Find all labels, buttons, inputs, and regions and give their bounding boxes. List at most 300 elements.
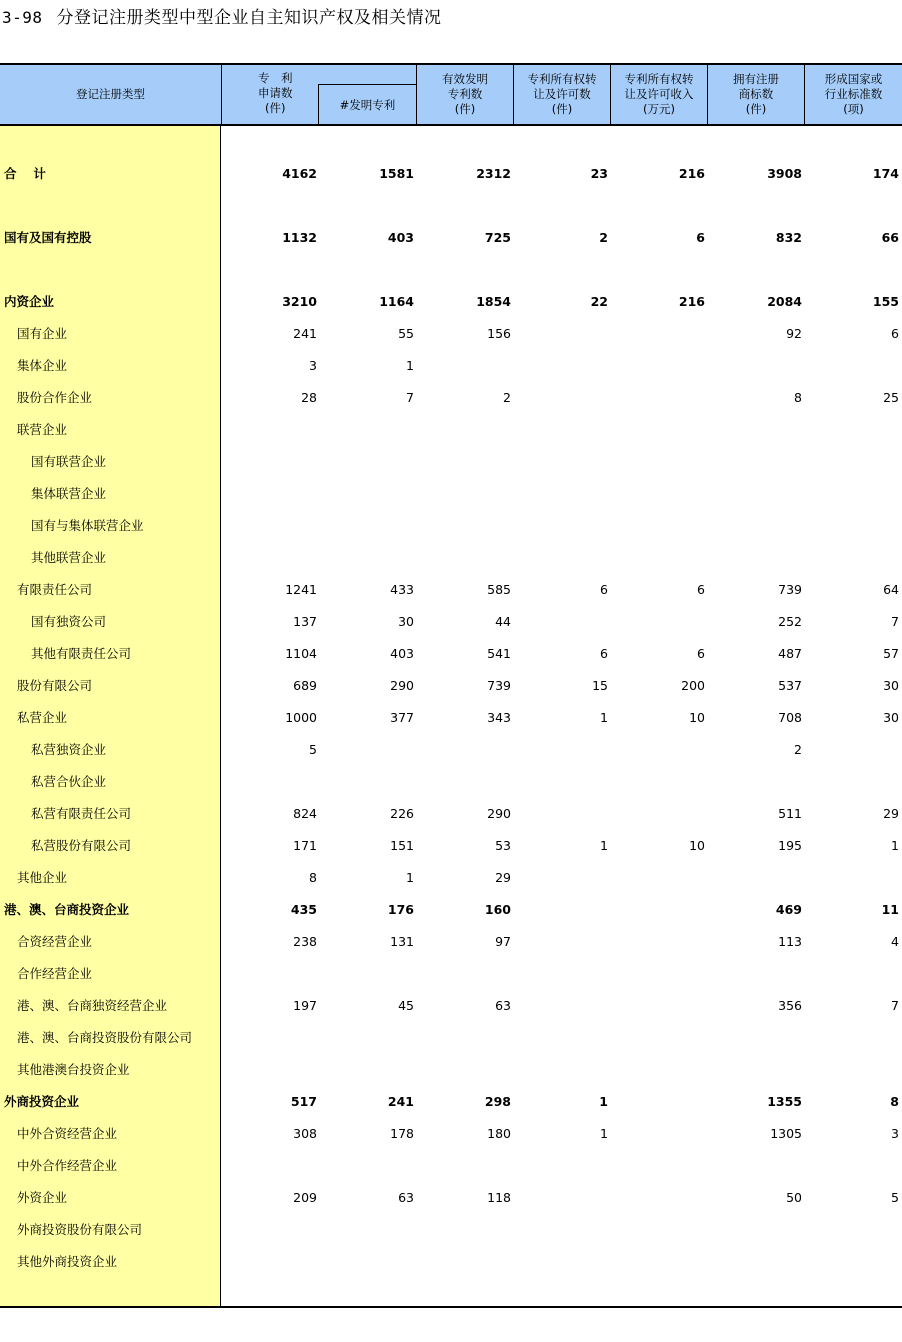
row-label: 联营企业 [17,422,68,437]
row-label: 港、澳、台商投资股份有限公司 [17,1030,193,1045]
row-value [615,804,705,824]
table-row [0,644,902,664]
header-trademarks: 拥有注册 商标数 (件) [707,65,804,124]
row-value [809,484,899,504]
row-value: 1 [600,1126,608,1141]
row-value [421,516,511,536]
row-value [809,772,899,792]
row-value [227,548,317,568]
row-value [518,452,608,472]
row-value [518,996,608,1016]
table-row [0,388,902,408]
table-row [0,580,902,600]
row-value [712,356,802,376]
row-value: 6 [600,646,608,661]
row-value [615,388,705,408]
row-value: 1104 [285,646,317,661]
row-value [324,1028,414,1048]
row-label: 外商投资股份有限公司 [17,1222,143,1237]
row-value [324,740,414,760]
row-value [809,420,899,440]
row-value [227,964,317,984]
row-value: 290 [390,678,414,693]
row-value [712,772,802,792]
row-value: 298 [484,1094,511,1109]
row-label: 其他企业 [17,870,68,885]
row-value: 689 [293,678,317,693]
row-value: 160 [484,902,511,917]
row-value: 5 [891,1190,899,1205]
table-row [0,900,902,920]
table-row [0,996,902,1016]
table-row [0,1252,902,1272]
table-row [0,324,902,344]
row-value: 6 [697,646,705,661]
row-value: 22 [590,294,608,309]
row-value [518,772,608,792]
row-value [518,1252,608,1272]
row-value [615,324,705,344]
row-value: 739 [778,582,802,597]
row-value [712,1220,802,1240]
header-transfer-income: 专利所有权转 让及许可收入 (万元) [610,65,707,124]
row-value [712,964,802,984]
row-value: 517 [290,1094,317,1109]
row-value: 29 [495,870,511,885]
row-value: 585 [487,582,511,597]
row-value [615,484,705,504]
row-value [421,1156,511,1176]
row-value: 343 [487,710,511,725]
row-value: 28 [301,390,317,405]
row-value [615,772,705,792]
row-label: 其他港澳台投资企业 [17,1062,130,1077]
row-label: 其他外商投资企业 [17,1254,118,1269]
row-value: 53 [495,838,511,853]
row-label: 国有及国有控股 [4,230,92,245]
row-value: 1581 [379,166,414,181]
row-label: 中外合资经营企业 [17,1126,118,1141]
table-number: 3-98 [2,8,43,27]
row-value [615,868,705,888]
row-value [421,356,511,376]
row-value [227,1156,317,1176]
row-value [615,1188,705,1208]
row-value [518,324,608,344]
row-value: 5 [309,742,317,757]
table-row [0,548,902,568]
row-value: 1241 [285,582,317,597]
row-value [518,484,608,504]
row-value [518,1188,608,1208]
row-value: 708 [778,710,802,725]
table-row [0,356,902,376]
table-row [0,612,902,632]
row-value: 377 [390,710,414,725]
row-value [227,772,317,792]
row-value: 403 [387,230,414,245]
row-label: 股份有限公司 [17,678,93,693]
row-value: 200 [681,678,705,693]
row-value: 1355 [767,1094,802,1109]
row-label: 国有与集体联营企业 [31,518,144,533]
header-valid-invention: 有效发明 专利数 (件) [416,65,513,124]
row-value: 487 [778,646,802,661]
row-value [712,1028,802,1048]
row-value: 3908 [767,166,802,181]
row-value [615,1060,705,1080]
row-value [712,1156,802,1176]
row-value [324,548,414,568]
row-value: 6 [891,326,899,341]
table-row [0,964,902,984]
row-value [421,1252,511,1272]
row-value: 1 [599,1094,608,1109]
row-value [227,420,317,440]
row-value: 2 [503,390,511,405]
header-category: 登记注册类型 [76,87,145,101]
row-value [615,900,705,920]
row-value: 1 [406,870,414,885]
row-value [421,1060,511,1080]
row-value: 63 [398,1190,414,1205]
row-label: 私营独资企业 [31,742,107,757]
row-value: 66 [881,230,899,245]
row-value [324,452,414,472]
row-value: 176 [387,902,414,917]
row-label: 国有联营企业 [31,454,107,469]
row-label: 其他联营企业 [31,550,107,565]
row-value: 252 [778,614,802,629]
row-value [712,516,802,536]
row-value [324,1060,414,1080]
table-row [0,1156,902,1176]
row-value [615,1092,705,1112]
row-value [227,516,317,536]
row-value: 44 [495,614,511,629]
row-value: 10 [689,710,705,725]
row-label: 股份合作企业 [17,390,93,405]
table-row [0,708,902,728]
row-value [518,420,608,440]
table-row [0,804,902,824]
row-label: 国有独资公司 [31,614,107,629]
row-value [518,740,608,760]
row-value [615,452,705,472]
row-value: 290 [487,806,511,821]
row-value [518,868,608,888]
row-label: 内资企业 [4,294,55,309]
row-value [809,516,899,536]
row-value: 180 [487,1126,511,1141]
row-value [615,1028,705,1048]
row-value: 155 [872,294,899,309]
row-value: 403 [390,646,414,661]
row-value: 118 [487,1190,511,1205]
row-value: 131 [390,934,414,949]
table-title: 分登记注册类型中型企业自主知识产权及相关情况 [56,8,442,28]
row-value [324,420,414,440]
row-label: 国有企业 [17,326,68,341]
row-value: 1 [891,838,899,853]
row-value [615,964,705,984]
row-value: 1 [600,710,608,725]
row-label: 有限责任公司 [17,582,93,597]
row-value: 238 [293,934,317,949]
row-value [518,1220,608,1240]
row-value [421,1220,511,1240]
row-label: 私营企业 [17,710,68,725]
row-value: 6 [600,582,608,597]
row-value: 30 [883,678,899,693]
row-value: 537 [778,678,802,693]
row-value: 433 [390,582,414,597]
row-value [809,868,899,888]
row-value [712,1060,802,1080]
row-value [421,740,511,760]
row-value [324,516,414,536]
row-value: 1 [600,838,608,853]
row-value [324,1156,414,1176]
header-standards: 形成国家或 行业标准数 (项) [804,65,902,124]
row-value: 356 [778,998,802,1013]
row-value: 8 [890,1094,899,1109]
row-value [809,548,899,568]
row-value [421,964,511,984]
row-value [518,356,608,376]
row-label: 合资经营企业 [17,934,93,949]
header-invention: #发明专利 [318,84,416,124]
row-value: 2 [794,742,802,757]
row-value [421,1028,511,1048]
row-value: 64 [883,582,899,597]
table-row [0,1028,902,1048]
row-value [421,420,511,440]
bottom-rule [0,1306,902,1308]
row-value: 25 [883,390,899,405]
row-value [615,420,705,440]
row-value [518,1156,608,1176]
row-value [518,804,608,824]
row-label: 合 计 [4,166,46,181]
table-row [0,868,902,888]
row-label: 集体企业 [17,358,68,373]
row-label: 外商投资企业 [4,1094,80,1109]
row-value: 174 [872,166,899,181]
row-value: 7 [406,390,414,405]
row-value [809,356,899,376]
row-value: 11 [881,902,899,917]
row-value: 6 [697,582,705,597]
table-row [0,1220,902,1240]
row-value [518,1028,608,1048]
row-value [712,420,802,440]
row-value [518,932,608,952]
row-value: 824 [293,806,317,821]
row-label: 合作经营企业 [17,966,93,981]
row-value: 2 [599,230,608,245]
row-value: 2084 [767,294,802,309]
table-row [0,740,902,760]
row-value [518,900,608,920]
row-value [421,548,511,568]
row-value: 92 [786,326,802,341]
row-value: 1305 [770,1126,802,1141]
row-value [227,1252,317,1272]
row-value: 45 [398,998,414,1013]
row-label: 其他有限责任公司 [31,646,132,661]
row-value [809,964,899,984]
row-value: 195 [778,838,802,853]
row-value [227,1220,317,1240]
row-value: 50 [786,1190,802,1205]
table-row [0,836,902,856]
row-value: 23 [590,166,608,181]
row-value [712,548,802,568]
row-value: 725 [484,230,511,245]
row-value: 137 [293,614,317,629]
row-value: 308 [293,1126,317,1141]
row-value [324,484,414,504]
row-value [615,356,705,376]
table-row [0,1124,902,1144]
row-value: 4162 [282,166,317,181]
row-value: 1132 [282,230,317,245]
row-value [615,612,705,632]
row-value: 511 [778,806,802,821]
row-value [421,772,511,792]
row-value [615,1156,705,1176]
row-value: 216 [678,294,705,309]
table-row [0,164,902,184]
row-value [518,548,608,568]
row-value: 30 [398,614,414,629]
row-value [227,452,317,472]
row-value: 2312 [476,166,511,181]
row-value: 739 [487,678,511,693]
row-value [615,1124,705,1144]
row-value: 97 [495,934,511,949]
row-value [324,1252,414,1272]
row-value: 113 [778,934,802,949]
row-value: 178 [390,1126,414,1141]
row-value: 1 [406,358,414,373]
row-value: 541 [487,646,511,661]
row-value [615,740,705,760]
row-value [712,484,802,504]
row-value [712,868,802,888]
table-row [0,1092,902,1112]
table-row [0,516,902,536]
page-title [2,6,442,30]
header-transfer-count: 专利所有权转 让及许可数 (件) [513,65,610,124]
row-value: 7 [891,998,899,1013]
row-value: 29 [883,806,899,821]
row-label: 集体联营企业 [31,486,107,501]
row-value: 15 [592,678,608,693]
row-value: 10 [689,838,705,853]
row-value [518,388,608,408]
row-value: 57 [883,646,899,661]
row-value [809,1156,899,1176]
row-label: 外资企业 [17,1190,68,1205]
row-value [615,1220,705,1240]
row-value [324,964,414,984]
row-value: 209 [293,1190,317,1205]
row-value [809,1220,899,1240]
row-value: 197 [293,998,317,1013]
row-value [615,932,705,952]
row-value [615,516,705,536]
table-row [0,932,902,952]
row-value: 241 [387,1094,414,1109]
row-value [227,1060,317,1080]
row-value [518,964,608,984]
row-value: 1164 [379,294,414,309]
row-value: 226 [390,806,414,821]
row-value: 4 [891,934,899,949]
row-value: 156 [487,326,511,341]
table-row [0,1188,902,1208]
row-value [421,484,511,504]
row-value [324,772,414,792]
row-value [809,1252,899,1272]
table-row [0,676,902,696]
row-value [615,996,705,1016]
row-value: 6 [696,230,705,245]
row-value: 832 [775,230,802,245]
table-row [0,1060,902,1080]
row-label: 私营股份有限公司 [31,838,132,853]
header-patent-apps: 专 利 申请数 (件) [221,65,416,124]
row-value [712,1252,802,1272]
row-value [518,1060,608,1080]
row-label: 港、澳、台商独资经营企业 [17,998,168,1013]
row-value [324,1220,414,1240]
table-row [0,228,902,248]
row-value [227,1028,317,1048]
row-value: 8 [309,870,317,885]
row-value [809,452,899,472]
row-value: 1000 [285,710,317,725]
row-value [421,452,511,472]
row-label: 港、澳、台商投资企业 [4,902,130,917]
row-value [518,612,608,632]
row-value [712,452,802,472]
row-value: 63 [495,998,511,1013]
row-value [809,1060,899,1080]
row-value: 171 [293,838,317,853]
row-value: 435 [290,902,317,917]
table-row [0,484,902,504]
row-label: 私营合伙企业 [31,774,107,789]
row-value: 151 [390,838,414,853]
row-value: 1854 [476,294,511,309]
row-value: 3 [309,358,317,373]
row-value [615,548,705,568]
row-value: 55 [398,326,414,341]
table-row [0,292,902,312]
row-value [227,484,317,504]
row-value: 7 [891,614,899,629]
table-header [0,63,902,126]
row-value: 3 [891,1126,899,1141]
row-value: 8 [794,390,802,405]
row-label: 中外合作经营企业 [17,1158,118,1173]
row-value: 30 [883,710,899,725]
row-value: 216 [678,166,705,181]
row-value [615,1252,705,1272]
